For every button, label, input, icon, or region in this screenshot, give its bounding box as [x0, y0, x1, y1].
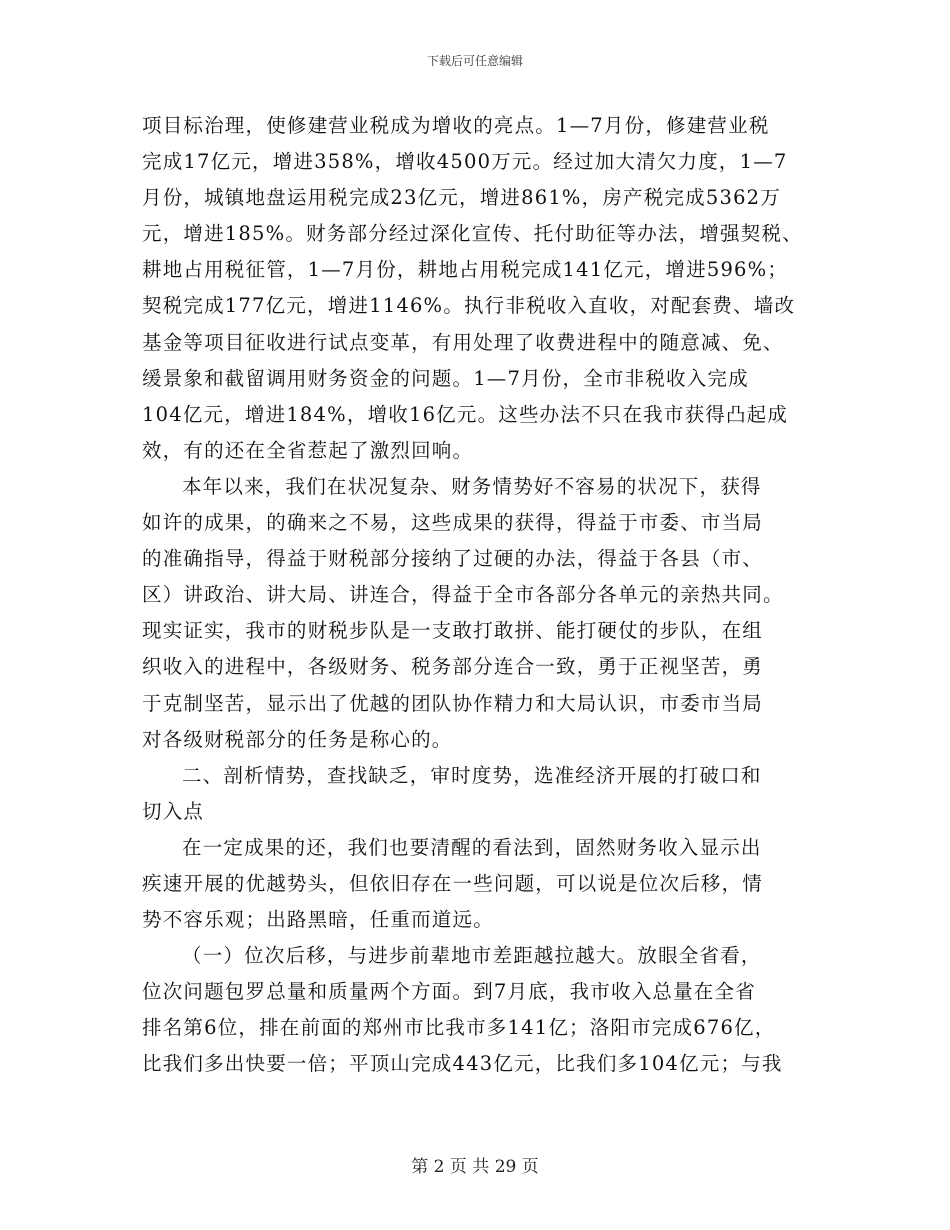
paragraph-awareness — [142, 830, 812, 938]
text-line: 势不容乐观；出路黑暗，任重而道远。 — [142, 908, 494, 932]
page-header: 下载后可任意编辑 — [426, 54, 523, 68]
text-line: 耕地占用税征管，1—7月份，耕地占用税完成141亿元，增进596%； — [142, 258, 789, 282]
text-line: 现实证实，我市的财税步队是一支敢打敢拼、能打硬仗的步队，在组 — [142, 619, 764, 643]
paragraph-achievements — [142, 469, 812, 758]
document-body — [142, 108, 812, 1083]
text-line: 织收入的进程中，各级财务、税务部分连合一致，勇于正视坚苦，勇 — [142, 655, 764, 679]
text-line: 项目标治理，使修建营业税成为增收的亮点。1—7月份，修建营业税 — [142, 114, 770, 137]
section-heading-2 — [142, 758, 812, 830]
paragraph-ranking — [142, 938, 812, 1082]
text-line: 完成17亿元，增进358%，增收4500万元。经过加大清欠力度，1—7 — [142, 150, 788, 174]
text-line: 区）讲政治、讲大局、讲连合，得益于全市各部分各单元的亲热共同。 — [142, 583, 784, 607]
text-line: 在一定成果的还，我们也要清醒的看法到，固然财务收入显示出 — [182, 835, 762, 859]
text-line: 元，增进185%。财务部分经过深化宣传、托付助征等办法，增强契税、 — [142, 222, 803, 246]
text-line: 于克制坚苦，显示出了优越的团队协作精力和大局认识，市委市当局 — [142, 691, 764, 715]
text-line: 切入点 — [142, 799, 205, 823]
text-line: 比我们多出快要一倍；平顶山完成443亿元，比我们多104亿元；与我 — [142, 1052, 783, 1076]
text-line: 对各级财税部分的任务是称心的。 — [142, 727, 453, 751]
text-line: 月份，城镇地盘运用税完成23亿元，增进861%，房产税完成5362万 — [142, 186, 781, 210]
text-line: 位次问题包罗总量和质量两个方面。到7月底，我市收入总量在全省 — [142, 980, 756, 1004]
text-line: 效，有的还在全省惹起了激烈回响。 — [142, 438, 474, 462]
text-line: 104亿元，增进184%，增收16亿元。这些办法不只在我市获得凸起成 — [142, 402, 789, 426]
text-line: （一）位次后移，与进步前辈地市差距越拉越大。放眼全省看， — [182, 944, 762, 968]
text-line: 契税完成177亿元，增进1146%。执行非税收入直收，对配套费、墙改 — [142, 294, 796, 318]
text-line: 的准确指导，得益于财税部分接纳了过硬的办法，得益于各县（市、 — [142, 547, 764, 571]
text-line: 疾速开展的优越势头，但依旧存在一些问题，可以说是位次后移，情 — [142, 871, 764, 895]
text-line: 基金等项目征收进行试点变革，有用处理了收费进程中的随意减、免、 — [142, 330, 784, 354]
text-line: 本年以来，我们在状况复杂、财务情势好不容易的状况下，获得 — [182, 474, 762, 498]
text-line: 二、剖析情势，查找缺乏，审时度势，选准经济开展的打破口和 — [182, 763, 762, 787]
text-line: 缓景象和截留调用财务资金的问题。1—7月份，全市非税收入完成 — [142, 366, 749, 390]
text-line: 如许的成果，的确来之不易，这些成果的获得，得益于市委、市当局 — [142, 511, 764, 535]
paragraph-tax-results — [142, 108, 812, 469]
text-line: 排名第6位，排在前面的郑州市比我市多141亿；洛阳市完成676亿， — [142, 1016, 776, 1040]
page-footer: 第 2 页 共 29 页 — [411, 1157, 539, 1177]
